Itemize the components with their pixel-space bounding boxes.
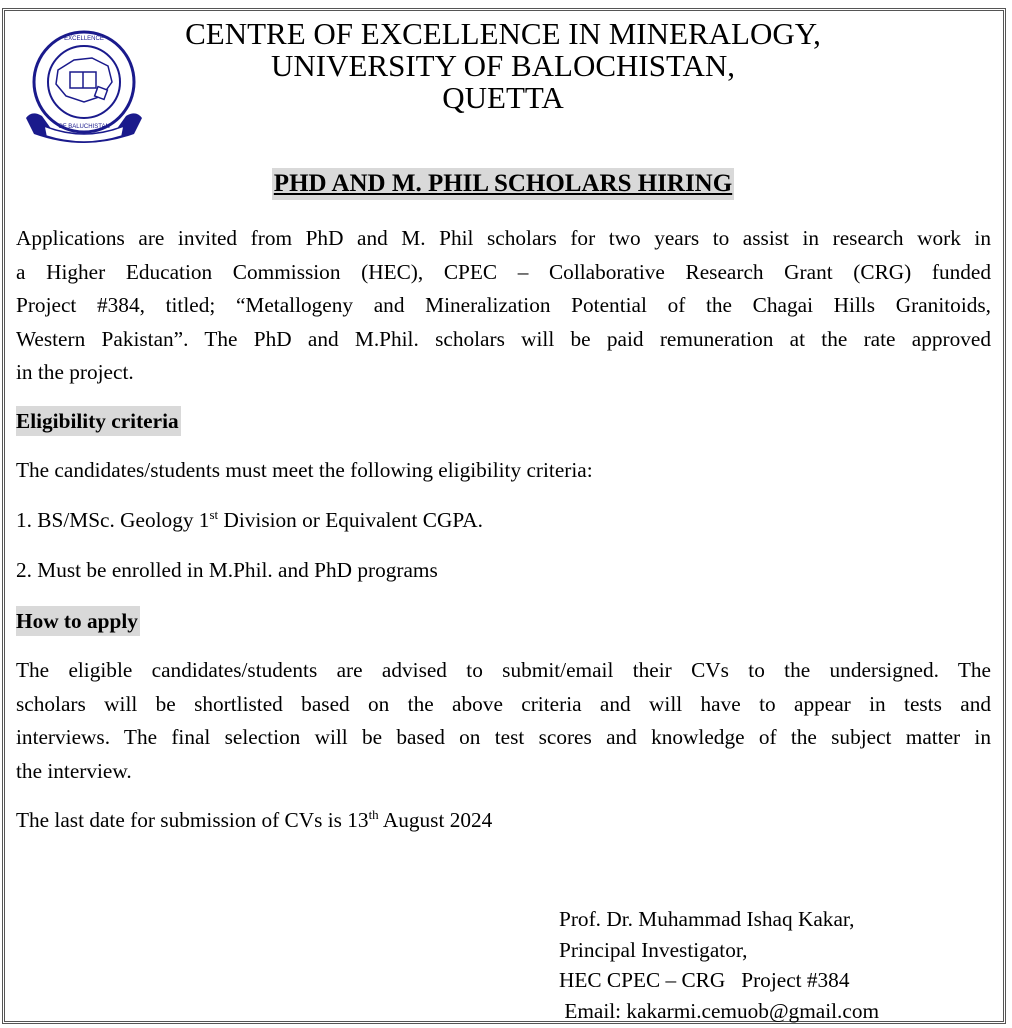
city-name: QUETTA — [442, 80, 564, 115]
apply-line: The eligible candidates/students are advised to submit/email their CVs to the undersigned. The — [16, 658, 991, 682]
ordinal-suffix: th — [368, 806, 379, 822]
page-title: PHD AND M. PHIL SCHOLARS HIRING — [272, 168, 734, 200]
intro-line: Project #384, titled; “Metallogeny and Mineralization Potential of the Chagai Hills Granitoids, — [16, 293, 991, 317]
deadline — [16, 804, 991, 838]
apply-heading: How to apply — [16, 606, 140, 636]
eligibility-item-1 — [16, 504, 991, 538]
item-text: Division or Equivalent CGPA. — [218, 508, 483, 532]
svg-text:EXCELLENCE: EXCELLENCE — [64, 36, 104, 42]
apply-paragraph — [16, 654, 991, 788]
intro-line: Western Pakistan”. The PhD and M.Phil. scholars will be paid remuneration at the rate approved — [16, 326, 991, 351]
signatory-email[interactable]: Email: kakarmi.cemuob@gmail.com — [559, 998, 880, 1023]
eligibility-lead: The candidates/students must meet the following eligibility criteria: — [16, 458, 593, 482]
svg-text:OF BALUCHISTAN: OF BALUCHISTAN — [58, 124, 110, 130]
deadline-text: August 2024 — [378, 808, 493, 832]
signatory-project: HEC CPEC – CRG Project #384 — [559, 968, 850, 992]
signature-block — [559, 904, 879, 1026]
item-text: 1. BS/MSc. Geology 1 — [16, 508, 210, 532]
ordinal-suffix: st — [209, 506, 219, 522]
intro-line: Applications are invited from PhD and M. Phil scholars for two years to assist in research work in — [16, 226, 991, 250]
institution-header — [0, 18, 1006, 114]
deadline-text: The last date for submission of CVs is 13 — [16, 808, 369, 832]
university-name: UNIVERSITY OF BALOCHISTAN, — [271, 48, 735, 83]
eligibility-item-2: 2. Must be enrolled in M.Phil. and PhD programs — [16, 558, 438, 582]
institution-name: CENTRE OF EXCELLENCE IN MINERALOGY, — [185, 16, 821, 51]
signatory-role: Principal Investigator, — [559, 937, 748, 962]
signatory-name: Prof. Dr. Muhammad Ishaq Kakar, — [559, 907, 855, 931]
intro-line: in the project. — [16, 360, 134, 384]
eligibility-heading: Eligibility criteria — [16, 406, 181, 436]
apply-line: the interview. — [16, 758, 132, 783]
intro-paragraph — [16, 222, 991, 390]
apply-line: scholars will be shortlisted based on the above criteria and will have to appear in tests and — [16, 691, 991, 716]
apply-line: interviews. The final selection will be based on test scores and knowledge of the subject matter in — [16, 725, 991, 749]
intro-line: a Higher Education Commission (HEC), CPEC – Collaborative Research Grant (CRG) funded — [16, 259, 991, 284]
